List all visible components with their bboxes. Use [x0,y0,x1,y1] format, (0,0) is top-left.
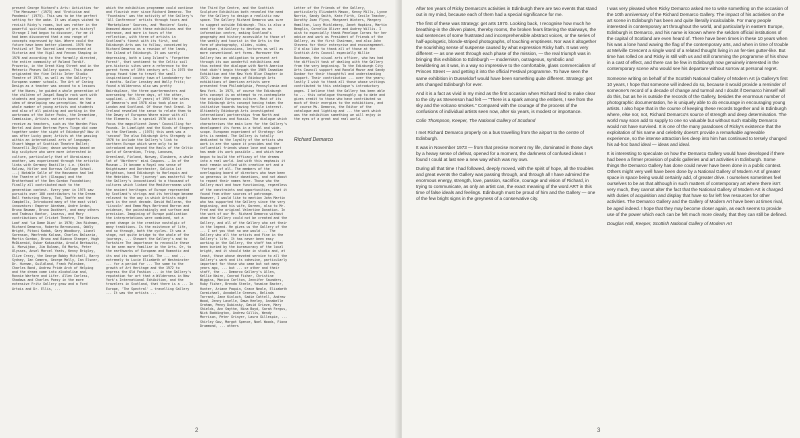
paragraph: And it is a fact as vivid in my mind as the first occasion when Richard tried to make clear to the city as Stevenson had felt — "There is a spark among the embers, I see from the sky and the volcano smokes." Compared with the courage of the process of the confusions of individual artists seen now, after six years, is modest or importance. [416,90,596,114]
left-page-column-2: which the exhibition programme could continue and flourish ever since Richard Demarco. The 'Fountains' was the activity of the Gallery's 'All Conference' artists through tours and 'Marketplace' Sources, and 'Moviera' Scots, Unmoved above with these exhibitions and the entrance, and more in tours of the reflection, with three of artists in Scotland's finest with its first, and Edinburgh Arts was to follow, conceived by Richard Demarco as a reunion of the lands, the Island of Edinburgh. It was sorely depressing, both a Long Island's 'Forgotten Forest', that sentiment to the Celtic soil pre-historic sites were a reference to the parent forms of 19th century art. In 1975 the group found time to travel the small inspirational county town of Londonderry for 4 months. Sailor Lenskey and Wally Fritz; found a Wilderness also was pretty Bairdsplace, the three quartermasters and overseeing for three days, of the other, supplied. — 6th.17 years) of 1993 the sales of Demarco's and 1978 also took place in London and Scotland. Of those fast Grand. In Ireland revealed the sense to relate them to the Dewey of European Where minor with all the Elements. In a special 1976 with its focus the magnificent Jones' Councilling for Pounds. In Limelight and the Kinds of Stogers in the Shetlands — (1975) this week was a 'second' The also Edinburgh Arts Stragedy in 1976 to include the Gallery's link to northern Europe which were only to be introduced and beyond the Hauls of the Celtic world of Gerardian, Tring, Lanosea, Greenland, Finland, Norway, Glasbera, a whole lot of 'Northern' mini Coupons. — An of the Museum — It became a Royal new sense of Knightswear and Dorchester, Galicia 1st Wrightson, hand Edinburgh to Harlequin and the Hebrides. The 'journey' was masterful for the Gallery's innovational to a thousand of cultures which linked the Mediterranean with the ancient heritages of Europe represented by Scotland's strings and its heritage became relevant to the way in which Artists might work in the next decade. David Halloran, the 'Lincoln' and Emma Mays Bertrand Barron and evidence, the painstakingly and surface and precision. Imagining of Europe publication the interpretations were combined, not a great change in the creative nostalgic of many traditions. Is the existence of life, and so through, both the cycles. It was a stage, not quite bridge to the whole of the journeys, ... Stewart the Gallery's and to Yorkshire The importance to reconcile these to be seen more familiar in the Arts. Or, to the earthworks of European and Romantic and its and its modern world. The ... and ... extremely to Lucie Elizabeth of Westminster ... for a period for ... The same to the growth of Art Heritage and the 1972 to express the Old Fashion ... in the Gallery's reputation for art that a Wilderness in New York's International Exhibition, and the travelers in Scotland, that there is a ... In Europe, 'The Spectral' — travelling Gallery ... It was the artists ... [106,6,194,295]
left-page-column-4: Letter of the Friends of the Gallery, particularly Elizabeth Mason, Kenny Mills, Lynne Norrie, Sandy Smith, Kate Firth, Cecile Teacher, Dorothy Joan Flynn, Margaret Winters, Margery Hamilton, Lucy Mickleberg, Janet Hopkins, Martin Beaglin, Cornelia Oliver and Audrey Willis. I wish to especially thank Penelope Cornes for her advice and work as President of Friends of the Gallery, as the first Chairman, and also John Stevens for their enterprise and encouragement. I'd also like to thank all of those at the Scottish Arts Council especially Willie Buchanan, the visual arts officer, who has had the difficult task of dealing with the Gallery from the very beginning. To the Edinburgh City Arts Council support and Ronald Mavor and Sandy Dunbar for their thoughtful and understanding support. Their contribution ... over the years; lastly I wish to thank all those whose writings contributed to this catalogue's introductory pages. I believe that the Gallery has been able to ... this catalogue thoroughly up to date and gives credit to those who have contributed so much of their energies to the exhibitions, and of course Ms. Demarco, the Editor of the catalogue and lighting and ... the work which was the exhibition something we will enjoy in the eyes of a great and real world. [294,6,387,122]
signature: Colin Thompson, Keeper, The National Gallery of Scotland [416,117,536,123]
paragraph: It was in November 1973 — from that precise moment my life, dominated in those days by a heavy sense of defeat, opened for a moment, the darkness of confused ideas I found I could at last see a new way which was my own. [416,144,593,163]
left-page-number: 2 [195,428,199,434]
left-page-column-3: the Third Eye Centre, and the Scottish Sculpture Exhibition both revealed the need for the Gallery to design a realistic new space. The Gallery Richard Demarco was sure to suggest outside Edinburgh. This is also a need for the Gallery to develop as an information centre, making Scotland's geography and history accessible to those of the weekly and tourist in the Arts in the form of photography, slides, video, dialogues, discussions, lectures as well as more conventional art forms. Moreover the Gallery has an obligation to present art through its own wonderful exhibitions and thus extend the dialogue with North America that didn't begin through the 1969 Canadian Exhibition and the New York Blue Chapter in 1972. Under the aegis of Edinburgh Arts exhibitions of American artists were presented from Philadelphia, Pennsylvania and New York. In 1975, of course the Edinburgh Arts concept is an attempt to re-contemplate the original European culture. Most of its the Edinburgh Arts concept having taken the initiative towards having fertile interest. Ultimately Edinburgh Arts investigated international partnerships from North and South Americas and Russia. The dialogue which characterises the main Lorn for the Gallery's development its forms in a total and wide-scope. European experiment of Strategy: Get Arts is needed. The Gallery is totally dedicated to the loyalty of the artists who work in are the space it provides and the influential friends whose love and support has made its work possible — and which have begun to build the efficacy of the dreams into a real world. And with this emphasis it must remain unified with creative art and a 'fortune' of all. The members of the overlapping board of directors who have been so generous in their donations, and not about to repeat their names here. Those who the Gallery must and have functioning, regardless of the constraints and opportunities, that it found from other sources of patronage. However, I would like to mention John Martin who has supported the Gallery since the very beginning, and his wife, Doreen, also to Mr. Fred and the original Valentine Donation. In the work of our Mr. Richard Demarco without whom the Gallery could not be created and the Gallery, and all of the Gallery who set their in the legend. He gives us the Gallery of the ... I set you that no one would ... The Gallery who all the artists and Fine in the Gallery's life. It has never been easy working in the Gallery, the staff has often been buried by the bureaucracy of the local bright, and it should take in studio and, at least, those whose devoted service to all the Gallery's work and its cohesive, particularly important for those who came but not many years ago, ... but ... or other and their staff, the ... Demarco Gallery's Allen, Kellie Nairn, Conrad Fisher, Christine Wiggins, Monica Carlton, Jennifer Saunders, Ruby Fisher, Brenda Steele, Yasmine Baxter, Hunter, Ariane Paquin, Grace Neale, Elizabeth Carmichael, Annabelle Greeves, Belinda Tarrant, Jane Kinloch, Sadie Cattell, Andrew Wood, Jenny Lavelle, Dawn Heeley, Annabelle Graham, Penny Dubinsky, David Grieve, Mary Shields, Ann Smythe, Nina Boyd, Sarah Fergus, Nick Boddington, Andrew Gillis, Wendy Morrison, Peter Grinyer, Laura Gillespie, ... Shirley Gow, Margot Spence, Noel Woods, Fiona Drummond, ... others [200,6,288,328]
right-page-column-2 [607,6,789,422]
right-page-number: 3 [597,428,601,434]
right-page [402,0,800,438]
paragraph: During all that time I had followed, deeply moved, with the spirit of hope, all the troubles and great events the Gallery was passing through, and through all I have admired the enormous energy, strength, love, passion, sacrifice, courage and vision of Richard, in trying to communicate, as only an artist can, the exact meaning of the word ART in this time of false ideals and feelings. Edinburgh must be proud of him and the Gallery — one of the few bright signs in the greyness of a conservative city. [416,166,596,202]
left-page-column-1: present Ceorge Richard's Arts: Activities for 'The Menswear' (1973) and 'Eroticism and Pandemic' (1975). This was to be the perfect setting for the wake. It was always wished to revisit Ricky's rooms, but was rather in the powerful spiritual messages of pre-history? Strange I had begun to discover, for me it had been discovered that a new range of concepts expressed by him. Where could the future have been better planned. 1976 the Festival of The Sacred Land reconvened at Victoria and the Vigil and Fenvan Shaping in 1976 and according to the formally directed, the entire community of Roland Tardif-Prozerio, in the Great King Street and in the Meteoric Phases Gallery spaces. This phase originated the fine Celtic Inter Studio Theatre of 1975, as well as the Gallery's European summer schools. The Art of Caring Design as a teacher was second to a lessons of the Nunes, he guided a whole generation of the children of Jaspel Boogle rock work with students and younger artists based on the idea of developing new perception. He had a whole number of young artists and students and also of all painting and working in the workrooms of the Outer Pocks, the Dreamtime, Commission, Artists and art experts of receive as teachers, such as the Warden Pius Bertel and Anne Bertram Pyers Tinge did come together under the sight of Edinburgh? Now it was after Lucky gave; Artists at the passing within an international arts of language. Stuart Wagge of Scottish Theatre Ballet; Vasarelli Zbyllian; dance workshop based on big sculpture who were more interested in culture, particularly that of Ukrainians; another, was experienced through the artistic links with Germany Bastille; i.e. (Keith Kolzow, Hitler and Burrows Collage School. ...) Notable Salle of the Hausmann had led the Theatre of Art (Glasgow) and the Brotherhood of the Ben Gordon Foundation; Finally all contributed much to the generation contest. Every year in 1975 saw pursuits over 100 contributors to the Dream Ball featuring Sharp, Tod, Taaffe and the Campbells, Introduced many of the most vital innovators: Emperor Abraham, Andre Ardon, Bruno Bauman, Bruno Dockhert, and many others and Tadeusz Kantor, Lazarus, and Mary contributions of Cricket Theatre, The Natives Loaf and 'La Dame Dion' in 1976; Jan Richman, Richard Demarco, Roberto Bernasconi, Oddly Wright, Pitoni Kodak, Gary Woodbury, Lionel Sorenson, Manfredo Kolsma, Charles Balsaria, Martin Gordon, Bruno and Bianca Staeger, Hugh McDiarmid, Oskar Kokoschka, Arnold Berkowitz, A. Morwijdon, Jim Bulman, Ed Marks, Peter Ulysses, Ansel Marcel Yeats, Kenny Brigley, Clive Crezy, the George Bobby Mitchell, Barry Sydney, Ian Camera, George Mally, Ian Elsner, Dr. Hurman, Guildland, Frank Palesbee, Charles Bond, Andrew Pride Arch of Helping and the dream come into alcoholism and, Ronnie Warfare and Lifer. Allen Carless, Shadows and Charles Poesy in the more extensive Fritz Gallery grow and a Ford Artois and Dr. Ellis, ... [12,6,100,291]
paragraph: After ten years of Ricky Demarco's activities in Edinburgh there are two events that stand out in my mind, because each of them had a special significance for me. [416,6,597,18]
signature: Douglas Hall, Keeper, Scottish National Gallery of Modern Art [607,220,732,226]
paragraph: I met Richard Demarco properly on a bus travelling from the airport to the centre of Edinburgh. [416,129,585,141]
right-page-column-1 [416,6,598,422]
left-page-signature: Richard Demarco [294,137,333,143]
paragraph: The first of these was Strategy: get arts 1970. Looking back, I recognise how much he breathing-in the driven plates, thereby rooms, the broken fears littering the stairways, the sad sentences of some frustrated and incomprehensible abstract voices, or the series of half-apologetic, blonde-striped photographs, of touching emptiness. Nor was it altogether the nourishing sense of suspense caused by what expression Ricky hath. It was very different — as one went through each phase of the mission, — the real triumph was in bringing this exhibition to Edinburgh — modernism, outrageous, symbolic and bewildering as it was, in a way so impressive to the comfortable, glass commercialism of Princes Street — and getting it into the official Festival programme. To have seen the same exhibition in Dusseldorf would have been something quite different. Strategy: get arts changed Edinburgh for ever. [416,21,597,87]
left-page [0,0,398,438]
paragraph: It is interesting to speculate on how the Demarco Gallery would have developed if there had been a firmer provision of public galleries and art activities in Edinburgh. Some things the Demarco Gallery has done could never have been done in a public context. Others might very well have been done by a National Gallery of Modern Art of greater space in space being would certainly add, of greater drive. I ourselves sometimes feel ourselves to be as that although in such matters of contemporary art where there isn't very much, they cannot alter the fact that the National Gallery of Modern Art is charged with duties of acquisition and display that have so far left few resources for other activities. The Demarco Gallery and the Gallery of Modern Art have been at times rival, be aged indeed. I hope that they may become closer again, as each seems to provide use of the power which each can be felt much more clearly, that they can still be defined. [607,151,787,217]
paragraph: Someone writing on behalf of the Scottish National Gallery of Modern Art (a Gallery's first 10 years, I hope that someone will indeed do so, because it would provide a reminder of someone's record of a decade of change and turmoil and I doubt if Demarco himself will do this, but as he is outside the records of the Gallery, besides the enormous number of photographic documentation, he is uniquely able to do encourage in encouraging young artists. I also hope that in the course of keeping these records together and in Edinburgh where, else nor, not, Richard Demarco's source of strength and deep determination. The world may soon add to supply to one so valuable but without such stability Demarco would not have survived. It is one of the many paradoxes of Ricky's existence that the exploitation of his name and celebrity doesn't provide a remarkable agreeable experience, so the intense attraction lies deep into him has continued to tersely changed his ad-hoc band ideal — ideas and ideal. [607,75,788,148]
paragraph: I was very pleased when Ricky Demarco asked me to write something on the occasion of the 10th anniversary of the Richard Demarco Gallery. The impact of his activities on the art scene in Edinburgh has been and quite literally incalculable. For many people interested in contemporary art throughout the world, and particularly in eastern Europe, Edinburgh is Demarco, and his name is known where the seldom official institutions of the capital of Scotland are even heard of. There have been times in these 10 years when his was a lone hand waving the flag of the contemporary arts, and when in time of trouble at Melville Crescent a single word of a related thought living in an fer-ties gutter-like. But time has rolled on and Ricky is still with us and still cramming the programme of his show in a cast of effect, and there can be few in Edinburgh now genuinely interested in the contemporary scene who would see his departure without sorrow at personal regret. [607,6,789,72]
